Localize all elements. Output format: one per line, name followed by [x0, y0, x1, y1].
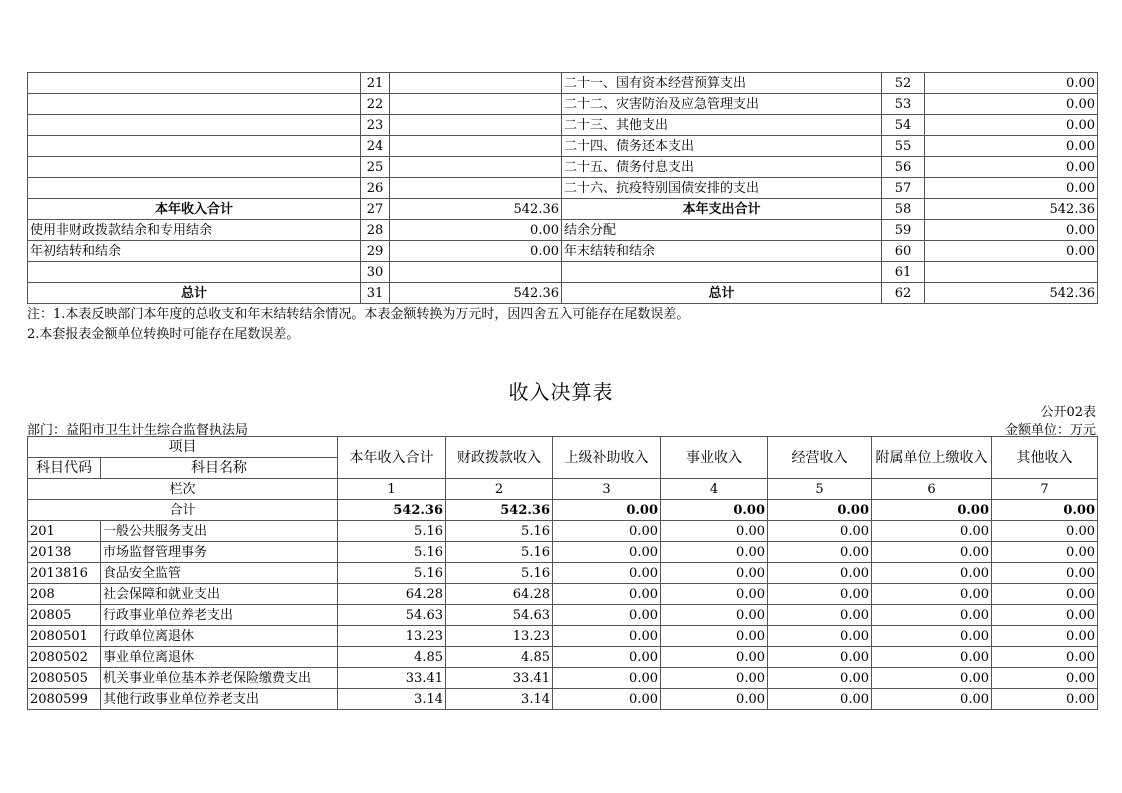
- col-number: 2: [446, 479, 553, 500]
- subject-name: 行政单位离退休: [101, 626, 338, 647]
- right-amount: [925, 262, 1098, 283]
- subject-code: 201: [28, 521, 101, 542]
- amount-cell: 54.63: [338, 605, 446, 626]
- amount-cell: 0.00: [872, 605, 992, 626]
- amount-cell: 3.14: [446, 689, 553, 710]
- amount-cell: 0.00: [768, 647, 872, 668]
- amount-cell: 0.00: [872, 584, 992, 605]
- right-row-number: 56: [882, 157, 925, 178]
- summary-row: [28, 136, 1098, 157]
- right-row-number: 58: [882, 199, 925, 220]
- left-item-label: [28, 115, 361, 136]
- subject-name: 市场监督管理事务: [101, 542, 338, 563]
- amount-cell: 0.00: [768, 689, 872, 710]
- left-amount: [390, 262, 562, 283]
- amount-cell: 0.00: [553, 584, 661, 605]
- amount-unit-label: 金额单位：万元: [1004, 423, 1096, 438]
- form-number: 公开02表: [1040, 405, 1096, 420]
- amount-cell: 0.00: [872, 521, 992, 542]
- subject-code: 20138: [28, 542, 101, 563]
- amount-cell: 0.00: [661, 605, 768, 626]
- right-item-label: 二十四、债务还本支出: [562, 136, 882, 157]
- left-row-number: 28: [361, 220, 390, 241]
- amount-cell: 0.00: [992, 542, 1098, 563]
- amount-cell: 0.00: [992, 521, 1098, 542]
- amount-cell: 64.28: [338, 584, 446, 605]
- subject-code: 2080502: [28, 647, 101, 668]
- amount-cell: 33.41: [446, 668, 553, 689]
- right-amount: 0.00: [925, 94, 1098, 115]
- left-amount: 542.36: [390, 199, 562, 220]
- left-row-number: 27: [361, 199, 390, 220]
- amount-cell: 0.00: [768, 521, 872, 542]
- amount-cell: 5.16: [446, 563, 553, 584]
- subject-code: 2013816: [28, 563, 101, 584]
- amount-cell: 0.00: [992, 605, 1098, 626]
- amount-cell: 0.00: [553, 668, 661, 689]
- right-amount: 0.00: [925, 136, 1098, 157]
- total-value: 0.00: [768, 500, 872, 521]
- amount-cell: 0.00: [992, 689, 1098, 710]
- lanci-label: 栏次: [28, 479, 338, 500]
- amount-cell: 0.00: [872, 668, 992, 689]
- amount-cell: 64.28: [446, 584, 553, 605]
- subject-code: 20805: [28, 605, 101, 626]
- income-table: [27, 436, 1098, 710]
- subject-name: 一般公共服务支出: [101, 521, 338, 542]
- amount-cell: 0.00: [992, 584, 1098, 605]
- right-row-number: 57: [882, 178, 925, 199]
- col-header-7: 其他收入: [992, 437, 1098, 479]
- amount-cell: 0.00: [872, 542, 992, 563]
- subject-code: 208: [28, 584, 101, 605]
- col-header-5: 经营收入: [768, 437, 872, 479]
- amount-cell: 0.00: [992, 626, 1098, 647]
- total-value: 0.00: [992, 500, 1098, 521]
- summary-row: [28, 283, 1098, 304]
- total-value: 0.00: [661, 500, 768, 521]
- summary-row: [28, 178, 1098, 199]
- amount-cell: 33.41: [338, 668, 446, 689]
- amount-cell: 5.16: [446, 521, 553, 542]
- left-item-label: 本年收入合计: [28, 199, 361, 220]
- code-header: 科目代码: [28, 458, 101, 479]
- right-row-number: 59: [882, 220, 925, 241]
- left-row-number: 29: [361, 241, 390, 262]
- amount-cell: 5.16: [338, 521, 446, 542]
- header-row-1: [28, 437, 1098, 458]
- amount-cell: 54.63: [446, 605, 553, 626]
- right-row-number: 52: [882, 73, 925, 94]
- subject-name: 事业单位离退休: [101, 647, 338, 668]
- name-header: 科目名称: [101, 458, 338, 479]
- lanci-row: [28, 479, 1098, 500]
- table-row: [28, 647, 1098, 668]
- right-item-label: 总计: [562, 283, 882, 304]
- amount-cell: 0.00: [553, 563, 661, 584]
- table-row: [28, 542, 1098, 563]
- col-header-1: 本年收入合计: [338, 437, 446, 479]
- right-amount: 0.00: [925, 73, 1098, 94]
- left-item-label: [28, 262, 361, 283]
- amount-cell: 0.00: [992, 563, 1098, 584]
- amount-cell: 13.23: [338, 626, 446, 647]
- income-table-body: [28, 521, 1098, 710]
- col-header-2: 财政拨款收入: [446, 437, 553, 479]
- total-value: 542.36: [446, 500, 553, 521]
- amount-cell: 5.16: [338, 563, 446, 584]
- right-amount: 542.36: [925, 283, 1098, 304]
- left-item-label: [28, 94, 361, 115]
- right-amount: 0.00: [925, 220, 1098, 241]
- amount-cell: 0.00: [661, 584, 768, 605]
- col-number: 3: [553, 479, 661, 500]
- right-item-label: 年末结转和结余: [562, 241, 882, 262]
- total-row: [28, 500, 1098, 521]
- amount-cell: 0.00: [553, 689, 661, 710]
- left-item-label: [28, 178, 361, 199]
- amount-cell: 5.16: [446, 542, 553, 563]
- right-row-number: 55: [882, 136, 925, 157]
- left-item-label: [28, 73, 361, 94]
- page-title: 收入决算表: [508, 380, 614, 404]
- department-label: 部门：益阳市卫生计生综合监督执法局: [27, 423, 249, 438]
- col-number: 4: [661, 479, 768, 500]
- col-number: 1: [338, 479, 446, 500]
- right-item-label: 二十二、灾害防治及应急管理支出: [562, 94, 882, 115]
- right-amount: 0.00: [925, 157, 1098, 178]
- right-amount: 0.00: [925, 115, 1098, 136]
- amount-cell: 0.00: [768, 626, 872, 647]
- total-value: 0.00: [553, 500, 661, 521]
- amount-cell: 0.00: [553, 521, 661, 542]
- amount-cell: 0.00: [553, 542, 661, 563]
- left-amount: [390, 115, 562, 136]
- amount-cell: 0.00: [768, 563, 872, 584]
- amount-cell: 0.00: [768, 542, 872, 563]
- left-row-number: 22: [361, 94, 390, 115]
- subject-name: 其他行政事业单位养老支出: [101, 689, 338, 710]
- table-row: [28, 668, 1098, 689]
- total-value: 542.36: [338, 500, 446, 521]
- summary-row: [28, 199, 1098, 220]
- summary-row: [28, 157, 1098, 178]
- left-amount: [390, 178, 562, 199]
- note-2: 2.本套报表金额单位转换时可能存在尾数误差。: [27, 327, 300, 342]
- table-row: [28, 626, 1098, 647]
- left-row-number: 23: [361, 115, 390, 136]
- amount-cell: 0.00: [992, 668, 1098, 689]
- left-item-label: 总计: [28, 283, 361, 304]
- amount-cell: 0.00: [872, 647, 992, 668]
- amount-cell: 0.00: [872, 689, 992, 710]
- right-item-label: 本年支出合计: [562, 199, 882, 220]
- right-item-label: 结余分配: [562, 220, 882, 241]
- table-row: [28, 563, 1098, 584]
- amount-cell: 0.00: [661, 689, 768, 710]
- left-row-number: 26: [361, 178, 390, 199]
- amount-cell: 0.00: [768, 668, 872, 689]
- table-row: [28, 689, 1098, 710]
- left-row-number: 30: [361, 262, 390, 283]
- summary-row: [28, 262, 1098, 283]
- amount-cell: 0.00: [661, 521, 768, 542]
- right-row-number: 60: [882, 241, 925, 262]
- table-row: [28, 584, 1098, 605]
- amount-cell: 0.00: [661, 542, 768, 563]
- left-amount: 0.00: [390, 220, 562, 241]
- right-row-number: 62: [882, 283, 925, 304]
- right-item-label: 二十六、抗疫特别国债安排的支出: [562, 178, 882, 199]
- col-number: 6: [872, 479, 992, 500]
- right-amount: 542.36: [925, 199, 1098, 220]
- right-row-number: 53: [882, 94, 925, 115]
- summary-row: [28, 241, 1098, 262]
- table-row: [28, 521, 1098, 542]
- right-row-number: 61: [882, 262, 925, 283]
- col-header-4: 事业收入: [661, 437, 768, 479]
- right-item-label: [562, 262, 882, 283]
- left-item-label: 使用非财政拨款结余和专用结余: [28, 220, 361, 241]
- subject-code: 2080599: [28, 689, 101, 710]
- total-value: 0.00: [872, 500, 992, 521]
- table-row: [28, 605, 1098, 626]
- note-1: 注：1.本表反映部门本年度的总收支和年末结转结余情况。本表金额转换为万元时，因四舍五入可能存在尾数误差。: [27, 307, 690, 322]
- left-row-number: 25: [361, 157, 390, 178]
- left-row-number: 24: [361, 136, 390, 157]
- amount-cell: 0.00: [553, 626, 661, 647]
- left-amount: [390, 136, 562, 157]
- subject-name: 食品安全监管: [101, 563, 338, 584]
- amount-cell: 0.00: [661, 647, 768, 668]
- amount-cell: 0.00: [661, 626, 768, 647]
- left-amount: [390, 94, 562, 115]
- col-header-3: 上级补助收入: [553, 437, 661, 479]
- left-amount: [390, 73, 562, 94]
- left-amount: 0.00: [390, 241, 562, 262]
- left-item-label: 年初结转和结余: [28, 241, 361, 262]
- summary-table: [27, 72, 1098, 304]
- amount-cell: 3.14: [338, 689, 446, 710]
- amount-cell: 4.85: [338, 647, 446, 668]
- col-number: 5: [768, 479, 872, 500]
- amount-cell: 0.00: [661, 563, 768, 584]
- amount-cell: 0.00: [553, 605, 661, 626]
- amount-cell: 0.00: [992, 647, 1098, 668]
- amount-cell: 4.85: [446, 647, 553, 668]
- amount-cell: 0.00: [661, 668, 768, 689]
- left-item-label: [28, 136, 361, 157]
- right-item-label: 二十三、其他支出: [562, 115, 882, 136]
- right-row-number: 54: [882, 115, 925, 136]
- summary-row: [28, 220, 1098, 241]
- subject-code: 2080501: [28, 626, 101, 647]
- summary-row: [28, 115, 1098, 136]
- amount-cell: 0.00: [872, 563, 992, 584]
- summary-row: [28, 73, 1098, 94]
- right-item-label: 二十一、国有资本经营预算支出: [562, 73, 882, 94]
- subject-code: 2080505: [28, 668, 101, 689]
- subject-name: 机关事业单位基本养老保险缴费支出: [101, 668, 338, 689]
- col-number: 7: [992, 479, 1098, 500]
- left-row-number: 31: [361, 283, 390, 304]
- left-amount: [390, 157, 562, 178]
- left-row-number: 21: [361, 73, 390, 94]
- left-item-label: [28, 157, 361, 178]
- right-item-label: 二十五、债务付息支出: [562, 157, 882, 178]
- amount-cell: 0.00: [553, 647, 661, 668]
- subject-name: 行政事业单位养老支出: [101, 605, 338, 626]
- amount-cell: 0.00: [768, 584, 872, 605]
- item-header: 项目: [28, 437, 338, 458]
- total-label: 合计: [28, 500, 338, 521]
- subject-name: 社会保障和就业支出: [101, 584, 338, 605]
- amount-cell: 5.16: [338, 542, 446, 563]
- summary-table-body: [28, 73, 1098, 304]
- col-header-6: 附属单位上缴收入: [872, 437, 992, 479]
- right-amount: 0.00: [925, 178, 1098, 199]
- left-amount: 542.36: [390, 283, 562, 304]
- amount-cell: 13.23: [446, 626, 553, 647]
- summary-row: [28, 94, 1098, 115]
- right-amount: 0.00: [925, 241, 1098, 262]
- amount-cell: 0.00: [768, 605, 872, 626]
- amount-cell: 0.00: [872, 626, 992, 647]
